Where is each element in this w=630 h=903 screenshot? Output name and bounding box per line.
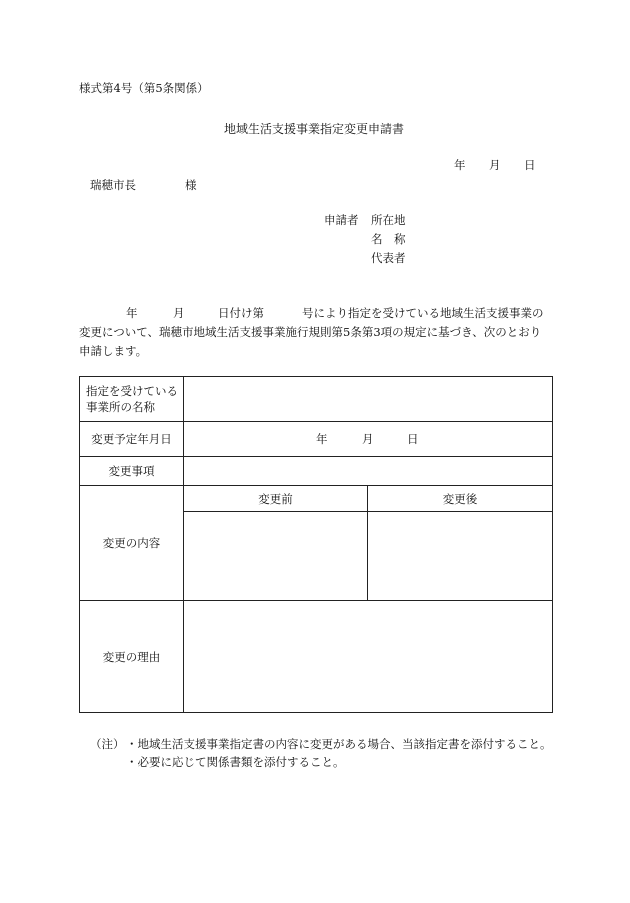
facility-name-label-cell [80,377,184,422]
change-date-year: 年 [316,432,328,446]
form-number: 様式第4号（第5条関係） [79,81,209,95]
facility-name-field[interactable] [184,377,553,422]
note-item-2: ・必要に応じて関係書類を添付すること。 [126,755,345,769]
table-row [80,422,553,457]
note-prefix: （注） [90,737,125,751]
change-date-label: 変更予定年月日 [80,422,184,457]
change-reason-label: 変更の理由 [80,601,184,713]
facility-name-label-line2: 事業所の名称 [86,400,155,414]
date-month: 月 [489,158,501,172]
date-year: 年 [454,158,466,172]
change-form-table [79,376,553,713]
date-day: 日 [524,158,536,172]
before-change-field[interactable] [184,512,368,601]
document-title: 地域生活支援事業指定変更申請書 [224,122,405,136]
applicant-representative-label: 代表者 [371,251,406,265]
facility-name-label-line1: 指定を受けている [86,384,178,398]
addressee-honorific: 様 [185,178,197,192]
applicant-name-label: 名 称 [371,232,406,246]
change-date-month: 月 [362,432,374,446]
change-item-field[interactable] [184,457,553,486]
applicant-address-label: 所在地 [371,213,406,227]
table-row [80,457,553,486]
body-month: 月 [173,306,185,320]
change-date-day: 日 [407,432,419,446]
body-date-no: 日付け第 [218,306,264,320]
after-change-field[interactable] [368,512,553,601]
change-date-field[interactable] [184,422,553,457]
table-row [80,377,553,422]
body-line2: 変更について、瑞穂市地域生活支援事業施行規則第5条第3項の規定に基づき、次のとおり [79,325,542,339]
table-row [80,486,553,512]
body-line1-rest: 号により指定を受けている地域生活支援事業の [302,306,544,320]
addressee-name: 瑞穂市長 [90,178,136,192]
body-year: 年 [126,306,138,320]
note-item-1: ・地域生活支援事業指定書の内容に変更がある場合、当該指定書を添付すること。 [126,737,552,751]
after-change-header: 変更後 [368,486,553,512]
table-row [80,601,553,713]
body-line3: 申請します。 [79,344,148,358]
change-reason-field[interactable] [184,601,553,713]
before-change-header: 変更前 [184,486,368,512]
applicant-label: 申請者 [324,213,359,227]
change-item-label: 変更事項 [80,457,184,486]
change-content-label: 変更の内容 [80,486,184,601]
